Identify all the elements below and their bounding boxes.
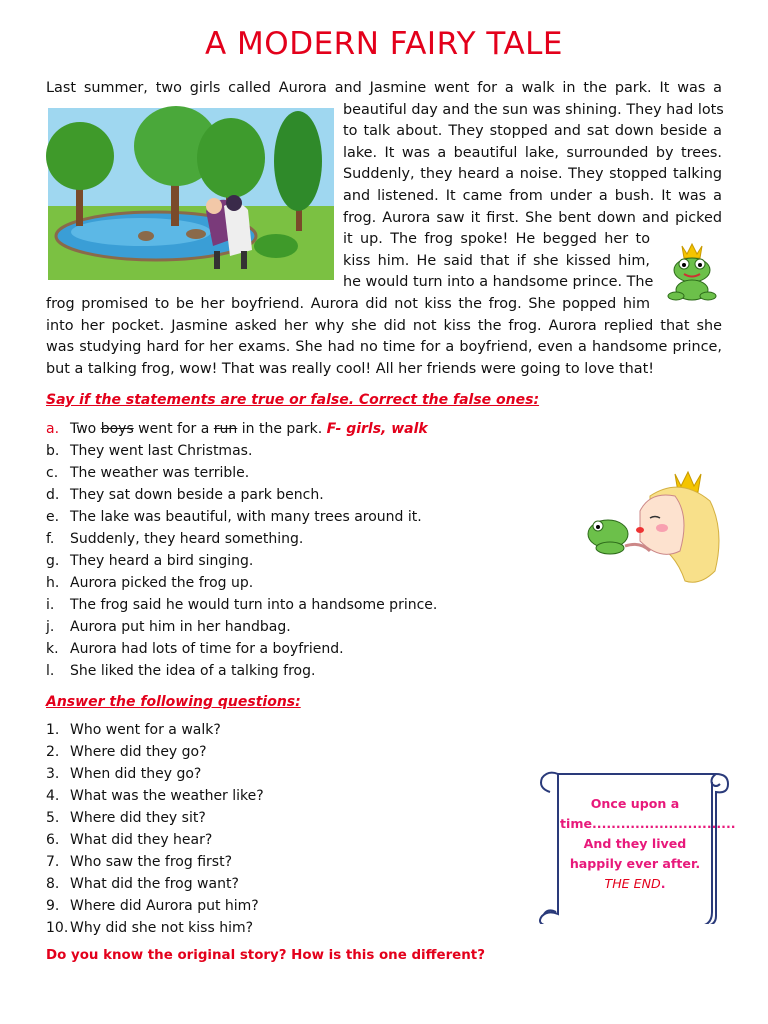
list-item xyxy=(46,807,264,829)
item-text: Why did she not kiss him? xyxy=(70,920,254,936)
the-end-dot: . xyxy=(660,876,666,891)
final-question: Do you know the original story? How is this one different? xyxy=(46,948,485,963)
item-text: The lake was beautiful, with many trees around it. xyxy=(70,509,422,525)
list-item xyxy=(46,785,264,807)
item-text: Who went for a walk? xyxy=(70,722,221,738)
item-label: 9. xyxy=(46,898,60,914)
list-item xyxy=(46,851,264,873)
item-label: 8. xyxy=(46,876,60,892)
item-text: What was the weather like? xyxy=(70,788,264,804)
item-label: e. xyxy=(46,509,60,525)
story-line: it up. The frog spoke! He begged her to xyxy=(343,231,650,248)
story-line: was studying hard for her exams. She had no time for a boyfriend, even a handsome prince, xyxy=(46,339,722,356)
item-text: She liked the idea of a talking frog. xyxy=(70,663,316,679)
list-item xyxy=(46,638,437,660)
example-text: went for a xyxy=(133,421,214,437)
scroll-line: happily ever after. xyxy=(569,856,701,871)
list-item xyxy=(46,418,437,440)
story-line: into her pocket. Jasmine asked her why she did not kiss the frog. Aurora replied that she xyxy=(46,317,722,334)
list-item xyxy=(46,660,437,682)
scroll-line xyxy=(560,874,710,894)
item-text: Where did Aurora put him? xyxy=(70,898,259,914)
story-line: Last summer, two girls called Aurora and Jasmine went for a walk in the park. It was a xyxy=(46,80,722,96)
struck-word: run xyxy=(213,421,238,437)
item-label: h. xyxy=(46,575,60,591)
story-line: lake. It was a beautiful lake, surrounded by trees. xyxy=(343,144,722,161)
item-text: Suddenly, they heard something. xyxy=(70,531,304,547)
item-text: Where did they go? xyxy=(70,744,207,760)
item-label: k. xyxy=(46,641,59,657)
item-label: j. xyxy=(46,619,55,635)
item-label: 3. xyxy=(46,766,60,782)
item-text: Aurora had lots of time for a boyfriend. xyxy=(70,641,344,657)
example-text: Two xyxy=(70,421,101,437)
item-text: What did the frog want? xyxy=(70,876,239,892)
list-item xyxy=(46,484,437,506)
list-item xyxy=(46,462,437,484)
story-line: kiss him. He said that if she kissed him, xyxy=(343,252,650,269)
true-false-list xyxy=(46,418,437,682)
item-label: 7. xyxy=(46,854,60,870)
list-item xyxy=(46,829,264,851)
item-label: 6. xyxy=(46,832,60,848)
item-text: The frog said he would turn into a handsome prince. xyxy=(70,597,438,613)
item-text: When did they go? xyxy=(70,766,202,782)
item-label: i. xyxy=(46,597,55,613)
story-line: frog promised to be her boyfriend. Aurora did not kiss the frog. She popped him xyxy=(46,295,650,312)
list-item xyxy=(46,506,437,528)
scroll-line: And they lived xyxy=(583,836,687,851)
item-text: The weather was terrible. xyxy=(70,465,250,481)
item-label: 1. xyxy=(46,722,60,738)
example-answer: F- girls, walk xyxy=(326,421,428,437)
page-title: A MODERN FAIRY TALE xyxy=(204,26,564,62)
item-text: What did they hear? xyxy=(70,832,213,848)
item-label: d. xyxy=(46,487,60,503)
item-label: l. xyxy=(46,663,55,679)
item-label: c. xyxy=(46,465,59,481)
list-item xyxy=(46,616,437,638)
list-item xyxy=(46,440,437,462)
item-text: Aurora put him in her handbag. xyxy=(70,619,291,635)
item-label: g. xyxy=(46,553,60,569)
true-false-instruction: Say if the statements are true or false. Correct the false ones: xyxy=(46,392,540,408)
story-line: beautiful day and the sun was shining. They had lots xyxy=(343,101,724,118)
list-item xyxy=(46,528,437,550)
list-item xyxy=(46,719,264,741)
item-label: 5. xyxy=(46,810,60,826)
list-item xyxy=(46,594,437,616)
list-item xyxy=(46,895,264,917)
scroll-line: Once upon a xyxy=(590,796,680,811)
questions-instruction: Answer the following questions: xyxy=(46,694,301,710)
story-line: frog. Aurora saw it first. She bent down and picked xyxy=(343,209,722,226)
item-text: They went last Christmas. xyxy=(70,443,253,459)
list-item xyxy=(46,550,437,572)
princess-kissing-frog-illustration xyxy=(580,466,730,586)
scroll-line: time.............................. xyxy=(560,816,736,831)
story-text xyxy=(46,78,722,380)
item-text: Who saw the frog first? xyxy=(70,854,232,870)
list-item xyxy=(46,763,264,785)
list-item xyxy=(46,741,264,763)
item-text: Where did they sit? xyxy=(70,810,206,826)
story-line: and listened. It came from under a bush. It was a xyxy=(343,187,722,204)
list-item xyxy=(46,917,264,939)
list-item xyxy=(46,572,437,594)
item-text: Aurora picked the frog up. xyxy=(70,575,254,591)
item-label: 4. xyxy=(46,788,60,804)
item-label: a. xyxy=(46,421,60,437)
item-label: f. xyxy=(46,531,55,547)
item-text: They heard a bird singing. xyxy=(70,553,254,569)
item-text: They sat down beside a park bench. xyxy=(70,487,324,503)
list-item xyxy=(46,873,264,895)
story-line: he would turn into a handsome prince. The xyxy=(343,274,654,291)
story-line: Suddenly, they heard a noise. They stopped talking xyxy=(343,166,722,183)
example-text: in the park. xyxy=(237,421,327,437)
item-label: b. xyxy=(46,443,60,459)
questions-list xyxy=(46,719,264,939)
story-line: to talk about. They stopped and sat down beside a xyxy=(343,123,722,140)
scroll-text xyxy=(560,794,736,894)
item-label: 2. xyxy=(46,744,60,760)
the-end-text: THE END xyxy=(604,876,661,891)
story-line: but a talking frog, wow! That was really cool! All her friends were going to love that! xyxy=(46,360,654,377)
item-label: 10. xyxy=(46,920,69,936)
struck-word: boys xyxy=(100,421,134,437)
